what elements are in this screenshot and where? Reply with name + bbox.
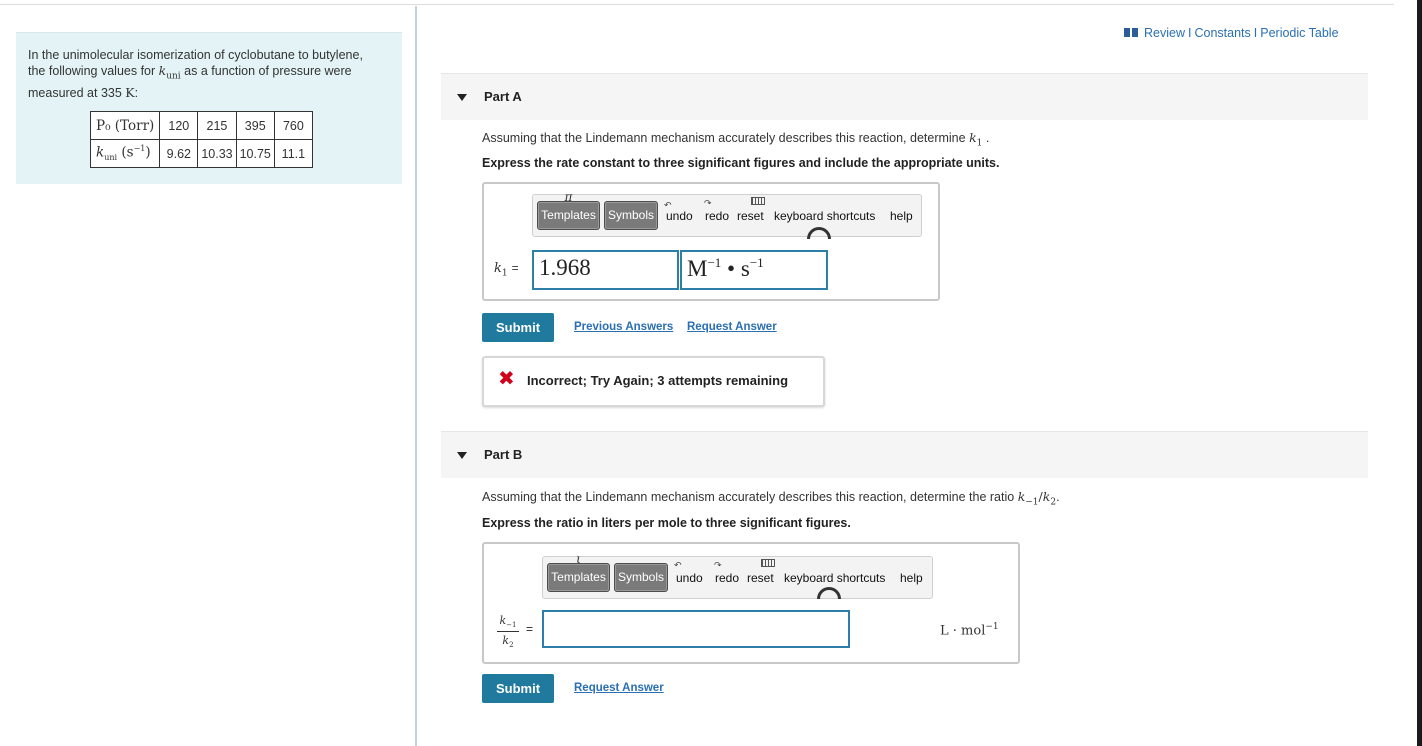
spinner-icon	[817, 587, 841, 599]
keyboard-shortcuts-button[interactable]: keyboard shortcuts	[784, 571, 886, 585]
k-uni-symbol: $k_{uni}$	[158, 63, 181, 82]
symbols-button[interactable]: Symbols	[614, 563, 668, 592]
resource-links: Review I Constants I Periodic Table	[1124, 26, 1339, 40]
part-a-header[interactable]	[441, 73, 1368, 120]
math-toolbar	[532, 190, 922, 237]
templates-icon: ι	[576, 552, 581, 566]
table-row	[91, 140, 313, 168]
table-cell: 215	[198, 112, 236, 140]
undo-icon: ↶	[664, 201, 672, 211]
review-link[interactable]: Review	[1144, 26, 1185, 40]
k1-units-input[interactable]: $M^{-1}$ • $s^{-1}$	[680, 250, 828, 290]
constants-link[interactable]: Constants	[1194, 26, 1251, 40]
part-a-title: Part A	[484, 89, 522, 104]
math-toolbar	[542, 552, 933, 599]
redo-button[interactable]: redo	[715, 571, 740, 585]
templates-button[interactable]: ι Templates	[547, 563, 610, 592]
ratio-value-input[interactable]	[542, 610, 850, 648]
table-row-header: $k_{uni}$ $(s^{-1})$	[91, 140, 160, 168]
part-a-answer-box	[482, 182, 940, 301]
symbols-button[interactable]: Symbols	[604, 201, 658, 230]
equals-sign: =	[526, 622, 534, 636]
k1-value-input[interactable]: 1.968	[532, 250, 679, 290]
problem-statement	[16, 32, 402, 184]
help-button[interactable]: help	[890, 209, 913, 223]
table-cell: 395	[236, 112, 274, 140]
part-b-answer-box	[482, 542, 1020, 664]
help-button[interactable]: help	[900, 571, 923, 585]
part-b-instruction: Express the ratio in liters per mole to three significant figures.	[482, 516, 851, 530]
previous-answers-link[interactable]: Previous Answers	[574, 321, 674, 333]
table-cell: 9.62	[160, 140, 198, 168]
right-gutter	[1394, 0, 1417, 746]
table-row	[91, 112, 313, 140]
table-cell: 10.75	[236, 140, 274, 168]
collapse-caret-icon[interactable]	[457, 94, 467, 101]
collapse-caret-icon[interactable]	[457, 452, 467, 459]
part-b-title: Part B	[484, 447, 523, 462]
feedback-message	[482, 356, 825, 407]
reset-button[interactable]: reset	[737, 209, 764, 223]
redo-icon: ↷	[714, 561, 722, 571]
table-row-header: P₀ (Torr)	[91, 112, 160, 140]
problem-line-1: In the unimolecular isomerization of cyclobutane to butylene,	[28, 48, 363, 62]
periodic-table-link[interactable]: Periodic Table	[1260, 26, 1339, 40]
part-b-request-answer-link[interactable]: Request Answer	[574, 682, 664, 694]
column-divider	[415, 6, 417, 746]
pressure-data-table	[90, 111, 313, 168]
ratio-units: L · mol$^{-1}$	[940, 622, 999, 639]
undo-button[interactable]: undo	[666, 209, 693, 223]
book-icon	[1124, 28, 1138, 37]
window-edge	[1417, 0, 1422, 746]
k1-label: $k_1$ =	[494, 261, 519, 279]
part-a-instruction: Express the rate constant to three significant figures and include the appropriate units.	[482, 156, 1000, 170]
incorrect-icon: ✖	[498, 368, 515, 390]
spinner-icon	[807, 227, 831, 239]
part-b-question: Assuming that the Lindemann mechanism accurately describes this reaction, determine the ratio $k_{-1}/k_2$.	[482, 489, 1060, 508]
ratio-label: $k_{-1}$ $k_2$	[497, 614, 519, 649]
templates-button[interactable]: π Templates	[537, 201, 600, 230]
table-cell: 11.1	[274, 140, 312, 168]
redo-icon: ↷	[704, 199, 712, 209]
table-cell: 760	[274, 112, 312, 140]
table-cell: 120	[160, 112, 198, 140]
keyboard-icon	[761, 559, 775, 567]
problem-line-3: measured at 335 K:	[28, 84, 139, 100]
top-border	[0, 4, 1394, 5]
undo-button[interactable]: undo	[676, 571, 703, 585]
redo-button[interactable]: redo	[705, 209, 730, 223]
keyboard-icon	[751, 197, 765, 205]
problem-line-2: the following values for $k_{uni}$ as a function of pressure were	[28, 63, 352, 82]
part-a-question: Assuming that the Lindemann mechanism accurately describes this reaction, determine $k_1$ .	[482, 130, 990, 149]
keyboard-shortcuts-button[interactable]: keyboard shortcuts	[774, 209, 876, 223]
part-b-header[interactable]	[441, 431, 1368, 478]
table-cell: 10.33	[198, 140, 236, 168]
templates-icon: π	[564, 190, 573, 204]
feedback-text: Incorrect; Try Again; 3 attempts remaining	[527, 373, 789, 388]
part-b-submit-button[interactable]: Submit	[482, 674, 554, 703]
part-a-submit-button[interactable]: Submit	[482, 313, 554, 342]
reset-button[interactable]: reset	[747, 571, 774, 585]
undo-icon: ↶	[674, 561, 682, 571]
part-a-request-answer-link[interactable]: Request Answer	[687, 321, 777, 333]
